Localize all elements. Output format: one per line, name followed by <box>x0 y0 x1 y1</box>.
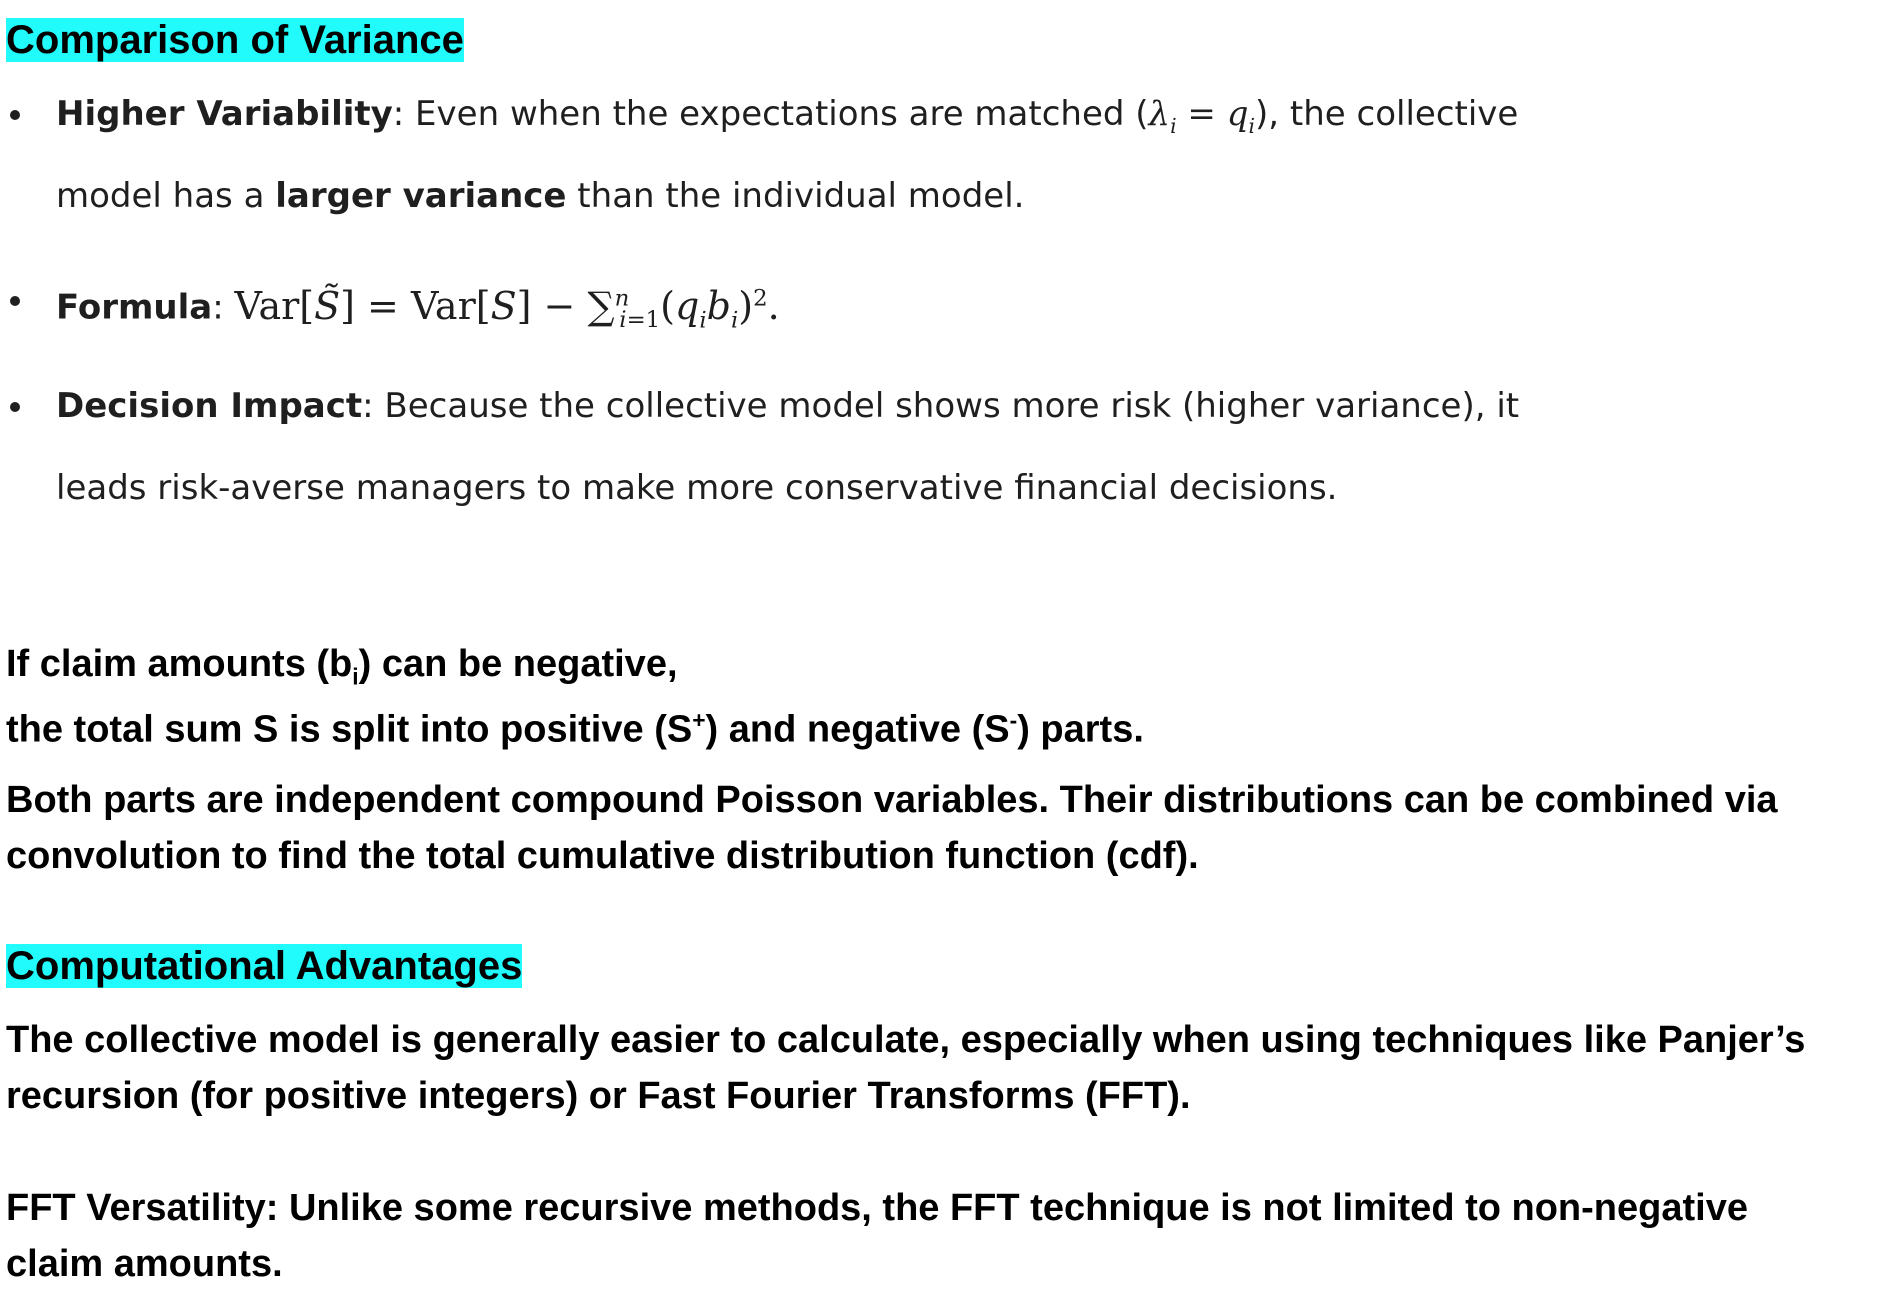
text-segment: ) and negative (S <box>705 708 1010 751</box>
bullet-label: Decision Impact <box>56 386 363 426</box>
text-segment: The collective model is generally easier to calculate, especially when using techniques like Panjer’s <box>6 1019 1806 1061</box>
bullet-line-1 <box>56 278 780 340</box>
text-segment: recursion (for positive integers) or Fast Fourier Transforms (FFT). <box>6 1075 1191 1117</box>
text-segment: Both parts are independent compound Poisson variables. Their distributions can be combined via <box>6 779 1778 821</box>
negative-claims-line-2 <box>6 692 1144 758</box>
section-heading-variance <box>6 14 464 66</box>
bullet-separator: : <box>212 287 235 328</box>
computational-line-1 <box>6 1012 1805 1068</box>
subscript: i <box>352 663 359 690</box>
bullet-line-2 <box>56 468 1338 508</box>
bullet-text: : Because the collective model shows more risk (higher variance), it <box>362 386 1520 426</box>
section-heading-computational <box>6 940 522 992</box>
text-segment: claim amounts. <box>6 1243 283 1285</box>
superscript: + <box>692 707 706 733</box>
bullet-higher-variability <box>0 88 1884 218</box>
text-segment: If claim amounts (b <box>6 643 353 685</box>
bullet-line-2 <box>56 176 1024 216</box>
computational-line-2 <box>6 1068 1191 1124</box>
fft-versatility-line-1 <box>6 1180 1748 1236</box>
superscript: - <box>1009 707 1018 733</box>
bullet-line-1 <box>56 386 1519 426</box>
text-segment: FFT Versatility: Unlike some recursive methods, the FFT technique is not limited to non-negative <box>6 1187 1748 1229</box>
bullet-label: Higher Variability <box>56 94 393 134</box>
text-segment: convolution to find the total cumulative distribution function (cdf). <box>6 835 1199 877</box>
fft-versatility-line-2 <box>6 1236 283 1292</box>
bullet-dot-icon <box>10 402 20 412</box>
bullet-math: $\lambda_i = q_i$ <box>1148 94 1256 138</box>
compound-poisson-line-1 <box>6 772 1778 828</box>
bullet-line-1 <box>56 94 1518 146</box>
bullet-text: than the individual model. <box>566 176 1025 216</box>
text-segment: ) can be negative, <box>358 643 678 685</box>
bullet-emphasis: larger variance <box>275 176 567 216</box>
bullet-decision-impact <box>0 380 1884 510</box>
bullet-formula <box>0 268 1884 334</box>
heading-highlight: Computational Advantages <box>6 944 523 988</box>
bullet-label: Formula <box>56 287 213 328</box>
bullet-text: : Even when the expectations are matched ( <box>392 94 1149 134</box>
bullet-text: ), the collective <box>1255 94 1519 134</box>
text-segment: ) parts. <box>1017 708 1144 751</box>
heading-highlight: Comparison of Variance <box>6 18 464 62</box>
bullet-dot-icon <box>10 110 20 120</box>
formula-math: Var[S̃] = $Var[S] - \sum^n_{i=1}(q_ib_i)^2$. <box>234 283 780 334</box>
compound-poisson-line-2 <box>6 828 1199 884</box>
bullet-dot-icon <box>10 296 20 306</box>
bullet-text: model has a <box>56 176 276 216</box>
bullet-text: leads risk-averse managers to make more conservative financial decisions. <box>56 468 1338 508</box>
text-segment: the total sum S is split into positive (S <box>6 708 693 751</box>
